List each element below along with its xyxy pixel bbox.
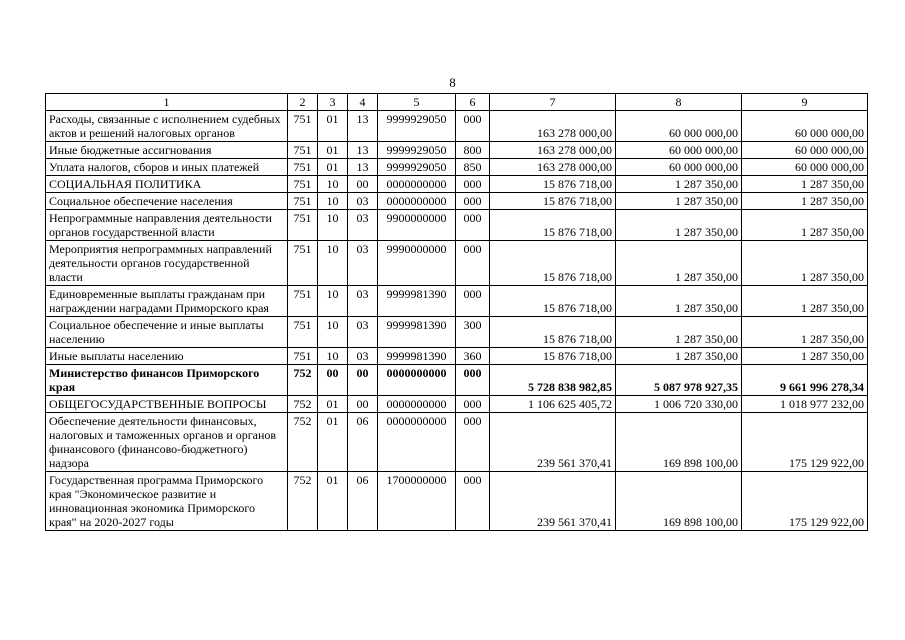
cell-pr: 13 [348, 111, 378, 142]
cell-amount-8: 1 287 350,00 [616, 210, 742, 241]
cell-pr: 06 [348, 472, 378, 531]
table-row [46, 193, 868, 210]
header-cell-3: 3 [318, 94, 348, 111]
cell-rz: 01 [318, 142, 348, 159]
cell-pr: 00 [348, 396, 378, 413]
cell-amount-9: 1 287 350,00 [742, 241, 868, 286]
cell-amount-8: 60 000 000,00 [616, 142, 742, 159]
cell-csr: 0000000000 [378, 176, 456, 193]
cell-amount-8: 169 898 100,00 [616, 472, 742, 531]
cell-pr: 06 [348, 413, 378, 472]
cell-rz: 01 [318, 472, 348, 531]
cell-rz: 00 [318, 365, 348, 396]
cell-vr: 000 [456, 176, 490, 193]
cell-amount-7: 15 876 718,00 [490, 286, 616, 317]
table-row [46, 348, 868, 365]
cell-gr: 751 [288, 286, 318, 317]
cell-amount-7: 163 278 000,00 [490, 142, 616, 159]
cell-amount-9: 1 018 977 232,00 [742, 396, 868, 413]
header-cell-9: 9 [742, 94, 868, 111]
cell-rz: 10 [318, 317, 348, 348]
cell-pr: 03 [348, 193, 378, 210]
cell-rz: 10 [318, 176, 348, 193]
cell-vr: 000 [456, 111, 490, 142]
cell-csr: 9999929050 [378, 111, 456, 142]
row-name: Социальное обеспечение населения [46, 193, 288, 210]
cell-pr: 03 [348, 210, 378, 241]
table-row [46, 176, 868, 193]
cell-amount-9: 9 661 996 278,34 [742, 365, 868, 396]
cell-amount-8: 1 287 350,00 [616, 348, 742, 365]
cell-gr: 751 [288, 111, 318, 142]
row-name: Иные бюджетные ассигнования [46, 142, 288, 159]
row-name: Мероприятия непрограммных направлений деятельности органов государственной власти [46, 241, 288, 286]
cell-gr: 751 [288, 317, 318, 348]
cell-amount-7: 15 876 718,00 [490, 348, 616, 365]
cell-amount-9: 175 129 922,00 [742, 413, 868, 472]
cell-amount-7: 239 561 370,41 [490, 472, 616, 531]
cell-amount-9: 1 287 350,00 [742, 210, 868, 241]
cell-amount-7: 15 876 718,00 [490, 176, 616, 193]
cell-pr: 00 [348, 365, 378, 396]
cell-gr: 751 [288, 193, 318, 210]
table-row [46, 365, 868, 396]
cell-pr: 03 [348, 348, 378, 365]
cell-gr: 751 [288, 159, 318, 176]
cell-amount-8: 5 087 978 927,35 [616, 365, 742, 396]
row-name: Социальное обеспечение и иные выплаты населению [46, 317, 288, 348]
cell-amount-8: 169 898 100,00 [616, 413, 742, 472]
cell-pr: 13 [348, 159, 378, 176]
cell-csr: 0000000000 [378, 193, 456, 210]
cell-vr: 000 [456, 396, 490, 413]
header-cell-5: 5 [378, 94, 456, 111]
cell-csr: 9999929050 [378, 159, 456, 176]
cell-pr: 03 [348, 241, 378, 286]
table-row [46, 396, 868, 413]
row-name: ОБЩЕГОСУДАРСТВЕННЫЕ ВОПРОСЫ [46, 396, 288, 413]
header-cell-4: 4 [348, 94, 378, 111]
cell-vr: 300 [456, 317, 490, 348]
cell-csr: 1700000000 [378, 472, 456, 531]
cell-pr: 03 [348, 286, 378, 317]
cell-vr: 000 [456, 472, 490, 531]
row-name: СОЦИАЛЬНАЯ ПОЛИТИКА [46, 176, 288, 193]
cell-rz: 10 [318, 286, 348, 317]
cell-amount-9: 1 287 350,00 [742, 317, 868, 348]
cell-pr: 13 [348, 142, 378, 159]
table-body [46, 111, 868, 531]
cell-vr: 360 [456, 348, 490, 365]
cell-amount-7: 15 876 718,00 [490, 317, 616, 348]
cell-vr: 850 [456, 159, 490, 176]
cell-csr: 9900000000 [378, 210, 456, 241]
cell-amount-8: 1 287 350,00 [616, 176, 742, 193]
cell-csr: 9999981390 [378, 348, 456, 365]
header-cell-1: 1 [46, 94, 288, 111]
cell-gr: 751 [288, 241, 318, 286]
table-row [46, 286, 868, 317]
cell-rz: 01 [318, 413, 348, 472]
table-row [46, 413, 868, 472]
table-row [46, 111, 868, 142]
cell-amount-7: 5 728 838 982,85 [490, 365, 616, 396]
cell-gr: 752 [288, 396, 318, 413]
cell-amount-7: 15 876 718,00 [490, 193, 616, 210]
cell-vr: 000 [456, 413, 490, 472]
table-row [46, 159, 868, 176]
cell-amount-7: 163 278 000,00 [490, 159, 616, 176]
cell-csr: 9999929050 [378, 142, 456, 159]
header-cell-7: 7 [490, 94, 616, 111]
cell-vr: 000 [456, 286, 490, 317]
row-name: Единовременные выплаты гражданам при награждении наградами Приморского края [46, 286, 288, 317]
cell-gr: 752 [288, 413, 318, 472]
cell-amount-9: 1 287 350,00 [742, 286, 868, 317]
cell-amount-9: 175 129 922,00 [742, 472, 868, 531]
cell-amount-9: 60 000 000,00 [742, 159, 868, 176]
header-cell-8: 8 [616, 94, 742, 111]
cell-amount-8: 1 287 350,00 [616, 241, 742, 286]
cell-amount-9: 1 287 350,00 [742, 348, 868, 365]
table-row [46, 210, 868, 241]
budget-table [45, 93, 868, 531]
row-name: Непрограммные направления деятельности органов государственной власти [46, 210, 288, 241]
page-number: 8 [449, 75, 456, 90]
row-name: Иные выплаты населению [46, 348, 288, 365]
row-name: Обеспечение деятельности финансовых, налоговых и таможенных органов и органов финансового (финансово-бюджетного) надзора [46, 413, 288, 472]
row-name: Министерство финансов Приморского края [46, 365, 288, 396]
header-row [46, 94, 868, 111]
cell-csr: 9999981390 [378, 317, 456, 348]
cell-csr: 0000000000 [378, 396, 456, 413]
cell-amount-7: 15 876 718,00 [490, 241, 616, 286]
row-name: Уплата налогов, сборов и иных платежей [46, 159, 288, 176]
cell-gr: 752 [288, 365, 318, 396]
cell-csr: 9990000000 [378, 241, 456, 286]
table-row [46, 472, 868, 531]
cell-csr: 9999981390 [378, 286, 456, 317]
cell-pr: 00 [348, 176, 378, 193]
cell-gr: 751 [288, 142, 318, 159]
cell-vr: 000 [456, 241, 490, 286]
cell-amount-8: 60 000 000,00 [616, 111, 742, 142]
cell-rz: 10 [318, 193, 348, 210]
table-row [46, 317, 868, 348]
cell-amount-9: 1 287 350,00 [742, 176, 868, 193]
cell-rz: 10 [318, 241, 348, 286]
cell-amount-8: 1 287 350,00 [616, 286, 742, 317]
cell-gr: 752 [288, 472, 318, 531]
table-header [46, 94, 868, 111]
cell-gr: 751 [288, 210, 318, 241]
cell-amount-7: 15 876 718,00 [490, 210, 616, 241]
cell-vr: 800 [456, 142, 490, 159]
header-cell-6: 6 [456, 94, 490, 111]
cell-rz: 10 [318, 348, 348, 365]
table-row [46, 241, 868, 286]
cell-amount-8: 60 000 000,00 [616, 159, 742, 176]
cell-amount-8: 1 287 350,00 [616, 193, 742, 210]
cell-rz: 01 [318, 111, 348, 142]
cell-gr: 751 [288, 176, 318, 193]
cell-csr: 0000000000 [378, 365, 456, 396]
cell-pr: 03 [348, 317, 378, 348]
cell-rz: 01 [318, 159, 348, 176]
cell-amount-9: 60 000 000,00 [742, 111, 868, 142]
cell-vr: 000 [456, 365, 490, 396]
cell-rz: 01 [318, 396, 348, 413]
cell-amount-9: 60 000 000,00 [742, 142, 868, 159]
cell-amount-8: 1 287 350,00 [616, 317, 742, 348]
cell-vr: 000 [456, 210, 490, 241]
cell-amount-9: 1 287 350,00 [742, 193, 868, 210]
cell-amount-7: 1 106 625 405,72 [490, 396, 616, 413]
row-name: Государственная программа Приморского края "Экономическое развитие и инновационная экономика Приморского края" на 2020-2027 годы [46, 472, 288, 531]
cell-amount-7: 163 278 000,00 [490, 111, 616, 142]
cell-amount-7: 239 561 370,41 [490, 413, 616, 472]
table-row [46, 142, 868, 159]
cell-csr: 0000000000 [378, 413, 456, 472]
header-cell-2: 2 [288, 94, 318, 111]
cell-gr: 751 [288, 348, 318, 365]
row-name: Расходы, связанные с исполнением судебных актов и решений налоговых органов [46, 111, 288, 142]
cell-rz: 10 [318, 210, 348, 241]
cell-amount-8: 1 006 720 330,00 [616, 396, 742, 413]
cell-vr: 000 [456, 193, 490, 210]
